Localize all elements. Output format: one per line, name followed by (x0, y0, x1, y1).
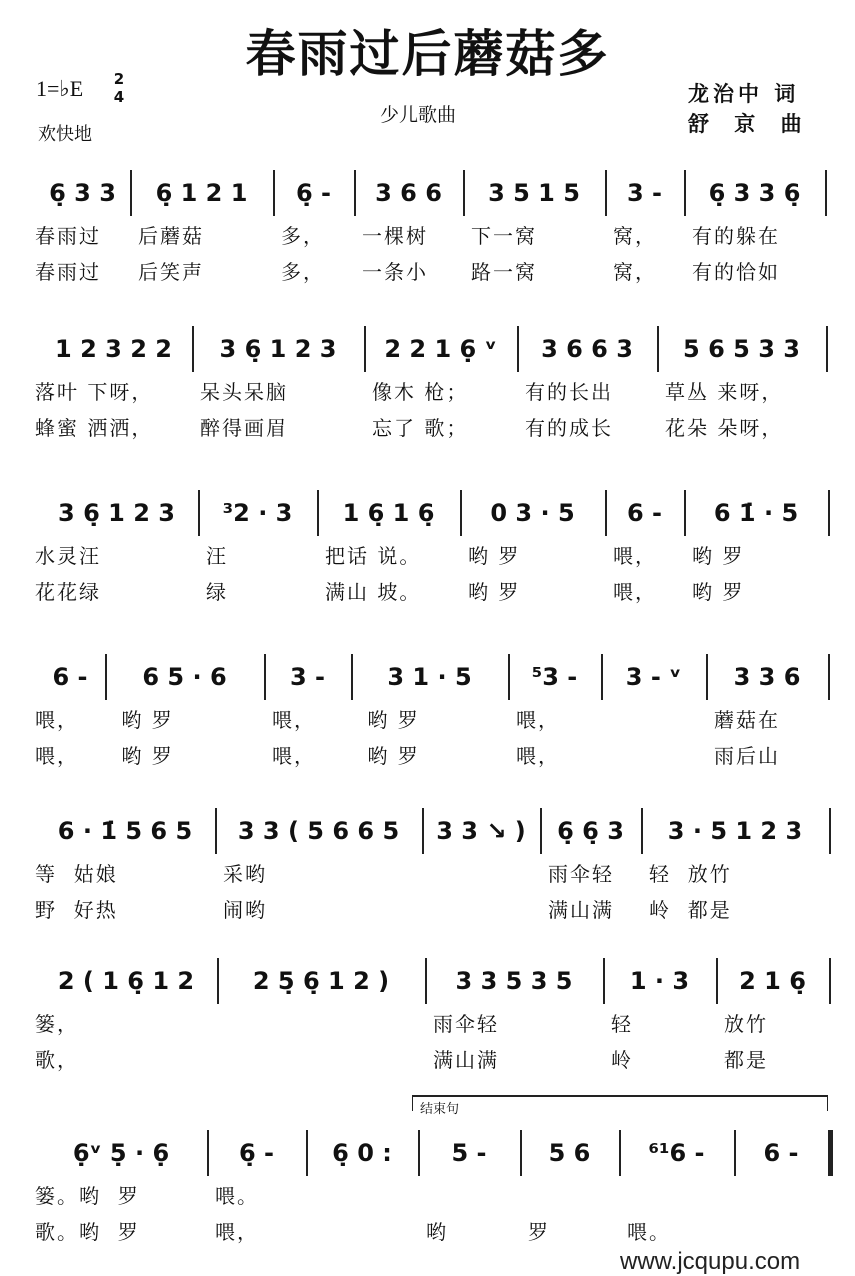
watermark: www.jcqupu.com (620, 1248, 801, 1275)
measure: 1 · 3 (629, 967, 690, 995)
barline (706, 654, 708, 700)
measure: 2 ( 1 6̣ 1 2 (57, 967, 195, 995)
barline (217, 958, 219, 1004)
lyric-verse-1: 喂， (516, 708, 560, 732)
barline (215, 808, 217, 854)
measure: ⁶¹6 - (648, 1139, 705, 1167)
measure: 5 - (451, 1139, 487, 1167)
measure: 3 6̣ 1 2 3 (219, 335, 337, 363)
lyric-verse-1: 落叶 下呀， (35, 380, 154, 404)
lyric-verse-2: 岭 (611, 1048, 633, 1072)
measure: 3 · 5 1 2 3 (667, 817, 803, 845)
measure: 6 - (626, 499, 662, 527)
lyric-verse-1: 草丛 来呀， (665, 380, 784, 404)
lyric-verse-2: 雨后山 (714, 744, 780, 768)
measure: 2 5̣ 6̣ 1 2 ) (252, 967, 390, 995)
measure: 5 6 (548, 1139, 591, 1167)
key-signature: 1=♭E (36, 76, 84, 101)
measure: 6̣ - (238, 1139, 274, 1167)
lyric-verse-2: 喂， (35, 744, 79, 768)
barline (351, 654, 353, 700)
lyric-verse-2: 春雨过 (35, 260, 101, 284)
measure: 1 2 3 2 2 (55, 335, 172, 363)
lyric-verse-1: 一棵树 (362, 224, 428, 248)
lyric-verse-2: 花朵 朵呀， (665, 416, 784, 440)
lyric-verse-2: 哟 罗 (468, 580, 521, 604)
lyric-verse-2: 都是 (724, 1048, 768, 1072)
lyric-verse-1: 蘑菇在 (714, 708, 780, 732)
lyric-verse-2: 喂， (613, 580, 657, 604)
barline (828, 1130, 833, 1176)
measure: 3 6 6 (375, 179, 442, 207)
ending-bracket (412, 1095, 828, 1111)
lyric-verse-2: 醉得画眉 (200, 416, 288, 440)
measure: 3 5 1 5 (488, 179, 580, 207)
barline (354, 170, 356, 216)
song-title: 春雨过后蘑菇多 (245, 25, 610, 83)
lyric-verse-2: 喂， (272, 744, 316, 768)
lyric-verse-2: 喂， (215, 1220, 259, 1244)
measure: 5 6 5 3 3 (683, 335, 800, 363)
barline (657, 326, 659, 372)
ending-label: 结束句 (420, 1102, 460, 1117)
lyric-verse-1: 窝， (613, 224, 657, 248)
lyric-verse-2: 满山 坡。 (325, 580, 422, 604)
measure: 6 · 1̇ 5 6 5 (57, 817, 193, 845)
measure: ³2 · 3 (222, 499, 293, 527)
lyric-verse-1: 有的长出 (525, 380, 613, 404)
measure: 2 2 1 6̣ ᵛ (384, 335, 497, 363)
measure: 3 - (626, 179, 662, 207)
barline (105, 654, 107, 700)
lyric-verse-2: 蜂蜜 洒洒， (35, 416, 154, 440)
measure: 6 - (52, 663, 88, 691)
lyric-verse-2: 喂。 (627, 1220, 671, 1244)
measure: 6̣ - (295, 179, 331, 207)
lyric-verse-2: 岭 都是 (649, 898, 732, 922)
lyric-verse-2: 满山满 (548, 898, 614, 922)
barline (306, 1130, 308, 1176)
lyric-verse-1: 雨伞轻 (548, 862, 614, 886)
lyric-verse-2: 哟 (426, 1220, 448, 1244)
barline (463, 170, 465, 216)
barline (829, 808, 831, 854)
barline (734, 1130, 736, 1176)
lyric-verse-1: 哟 罗 (359, 708, 420, 732)
lyric-verse-1: 后蘑菇 (138, 224, 204, 248)
barline (520, 1130, 522, 1176)
lyric-verse-2: 闹哟 (223, 898, 267, 922)
barline (603, 958, 605, 1004)
measure: 3 - (289, 663, 325, 691)
measure: 6̣ 6̣ 3 (557, 817, 624, 845)
lyric-verse-1: 轻 放竹 (649, 862, 732, 886)
lyric-verse-2: 有的恰如 (692, 260, 780, 284)
barline (828, 654, 830, 700)
barline (198, 490, 200, 536)
time-top: 2 (113, 70, 125, 88)
measure: 1 6̣ 1 6̣ (342, 499, 435, 527)
lyric-verse-1: 轻 (611, 1012, 633, 1036)
measure: 6̣ᵛ 5̣ · 6̣ (72, 1139, 170, 1167)
lyric-verse-1: 喂， (35, 708, 79, 732)
measure: 3 1 · 5 (387, 663, 472, 691)
barline (684, 490, 686, 536)
measure: 6 - (763, 1139, 799, 1167)
barline (207, 1130, 209, 1176)
barline (130, 170, 132, 216)
lyric-verse-1: 采哟 (223, 862, 267, 886)
lyric-verse-2: 哟 罗 (113, 744, 174, 768)
barline (825, 170, 827, 216)
time-signature (112, 70, 126, 106)
barline (460, 490, 462, 536)
lyric-verse-1: 下一窝 (471, 224, 537, 248)
lyricist-credit: 龙治中 词 (688, 82, 800, 106)
lyric-verse-2: 花花绿 (35, 580, 101, 604)
barline (264, 654, 266, 700)
lyric-verse-1: 水灵汪 (35, 544, 101, 568)
lyric-verse-2: 忘了 歌； (372, 416, 469, 440)
lyric-verse-1: 汪 (206, 544, 228, 568)
measure: 3 6 6 3 (541, 335, 633, 363)
lyric-verse-1: 哟 罗 (113, 708, 174, 732)
lyric-verse-2: 野 好热 (35, 898, 118, 922)
barline (829, 958, 831, 1004)
measure: 0 3 · 5 (490, 499, 575, 527)
measure: 3 3 6 (733, 663, 801, 691)
barline (619, 1130, 621, 1176)
lyric-verse-2: 绿 (206, 580, 228, 604)
measure: 3 3 5 3 5 (455, 967, 573, 995)
tempo-marking: 欢快地 (38, 124, 92, 145)
lyric-verse-1: 哟 罗 (692, 544, 745, 568)
composer-credit: 舒 京 曲 (688, 112, 811, 136)
barline (826, 326, 828, 372)
barline (828, 490, 830, 536)
measure: 6̣ 1 2 1 (155, 179, 248, 207)
lyric-verse-2: 喂， (516, 744, 560, 768)
barline (317, 490, 319, 536)
measure: 3 - ᵛ (625, 663, 682, 691)
measure: 6 5 · 6 (142, 663, 227, 691)
lyric-verse-1: 篓。哟 罗 (35, 1184, 140, 1208)
lyric-verse-1: 喂。 (215, 1184, 259, 1208)
measure: ⁵3 - (531, 663, 578, 691)
lyric-verse-2: 哟 罗 (359, 744, 420, 768)
lyric-verse-1: 喂， (272, 708, 316, 732)
barline (540, 808, 542, 854)
barline (605, 170, 607, 216)
barline (364, 326, 366, 372)
barline (422, 808, 424, 854)
lyric-verse-1: 春雨过 (35, 224, 101, 248)
measure: 6̣ 0 : (332, 1139, 392, 1167)
measure: 6̣ 3 3 (49, 179, 116, 207)
lyric-verse-1: 篓， (35, 1012, 79, 1036)
barline (716, 958, 718, 1004)
lyric-verse-2: 满山满 (433, 1048, 499, 1072)
barline (273, 170, 275, 216)
lyric-verse-1: 哟 罗 (468, 544, 521, 568)
barline (601, 654, 603, 700)
measure: 3 6̣ 1 2 3 (58, 499, 175, 527)
barline (641, 808, 643, 854)
lyric-verse-2: 有的成长 (525, 416, 613, 440)
lyric-verse-2: 罗 (528, 1220, 550, 1244)
measure: 3 3 ↘ ) (436, 817, 526, 845)
lyric-verse-1: 多， (281, 224, 325, 248)
barline (605, 490, 607, 536)
lyric-verse-1: 喂， (613, 544, 657, 568)
barline (192, 326, 194, 372)
barline (418, 1130, 420, 1176)
lyric-verse-1: 等 姑娘 (35, 862, 118, 886)
barline (508, 654, 510, 700)
lyric-verse-2: 路一窝 (471, 260, 537, 284)
lyric-verse-1: 把话 说。 (325, 544, 422, 568)
lyric-verse-1: 呆头呆脑 (200, 380, 288, 404)
measure: 6 1̇ · 5 (713, 499, 799, 527)
time-bottom: 4 (113, 88, 125, 106)
barline (684, 170, 686, 216)
lyric-verse-2: 窝， (613, 260, 657, 284)
lyric-verse-2: 后笑声 (138, 260, 204, 284)
measure: 2 1 6̣ (739, 967, 806, 995)
lyric-verse-2: 歌。哟 罗 (35, 1220, 140, 1244)
lyric-verse-2: 一条小 (362, 260, 428, 284)
measure: 3 3 ( 5 6 6 5 (237, 817, 400, 845)
lyric-verse-2: 多， (281, 260, 325, 284)
lyric-verse-1: 雨伞轻 (433, 1012, 499, 1036)
lyric-verse-2: 歌， (35, 1048, 79, 1072)
lyric-verse-1: 有的躲在 (692, 224, 780, 248)
subtitle: 少儿歌曲 (380, 104, 457, 126)
barline (425, 958, 427, 1004)
measure: 6̣ 3 3 6̣ (708, 179, 801, 207)
barline (517, 326, 519, 372)
lyric-verse-1: 放竹 (724, 1012, 768, 1036)
lyric-verse-1: 像木 枪； (372, 380, 469, 404)
lyric-verse-2: 哟 罗 (692, 580, 745, 604)
